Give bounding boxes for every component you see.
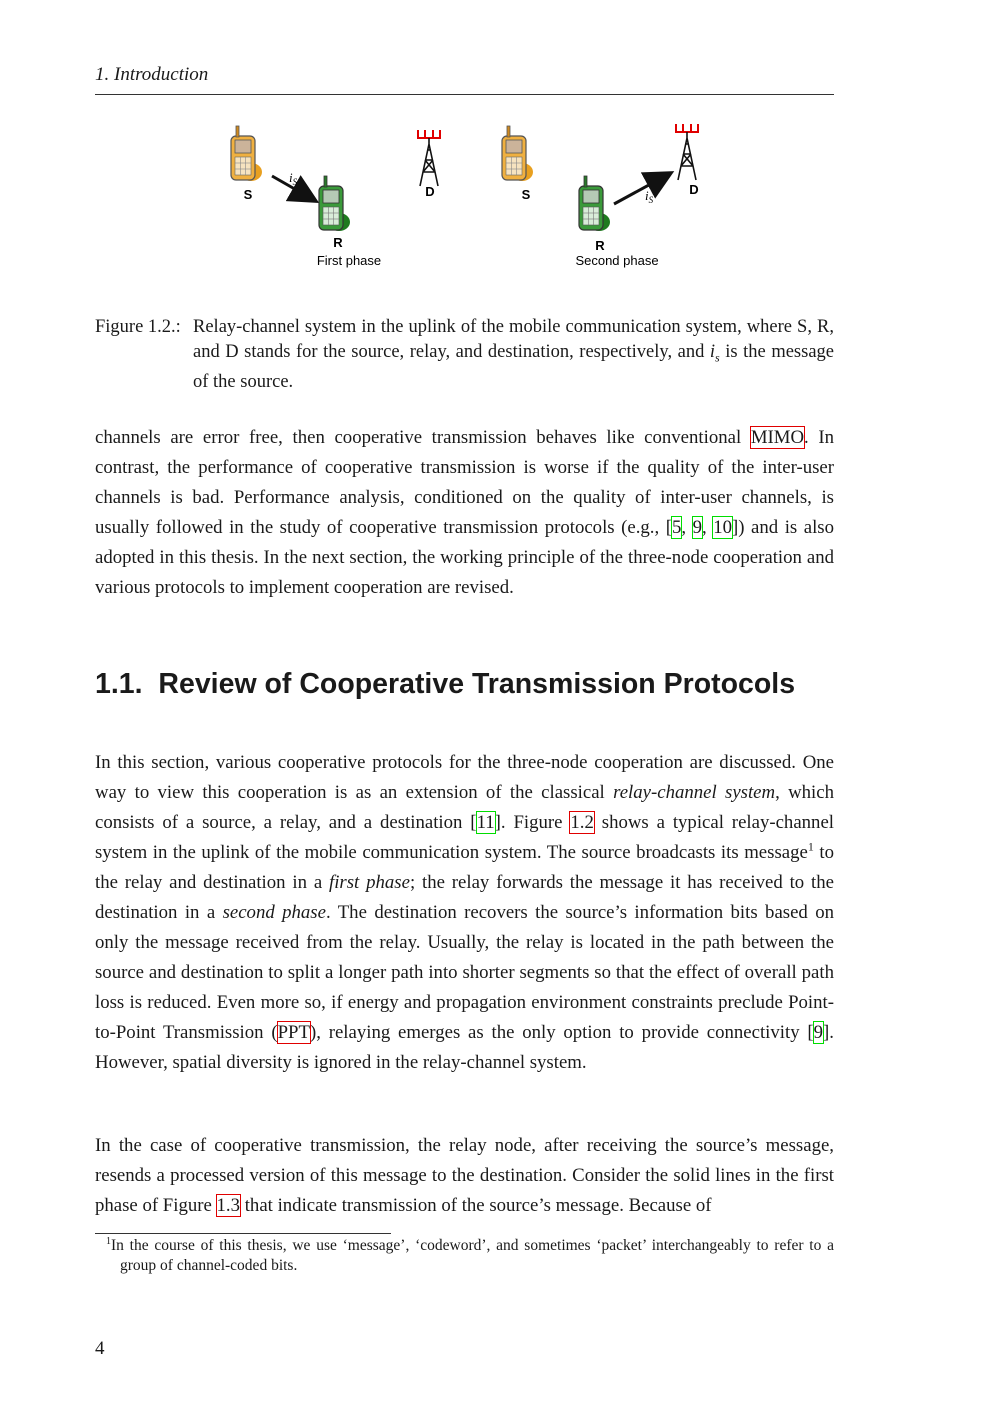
footnote-text: In the course of this thesis, we use ‘message’, ‘codeword’, and sometimes ‘packet’ interchangeably to refer to a group of channel-coded bits.: [111, 1237, 834, 1274]
footnote-marker[interactable]: 1: [807, 839, 814, 854]
citation-link[interactable]: 10: [713, 517, 733, 538]
paragraph-intro-continuation: channels are error free, then cooperative transmission behaves like conventional MIMO. In contrast, the performance of cooperative transmission is worse if the quality of the inter-user channels is bad. Performance analysis, conditioned on the quality of inter-user channels, is usually followed in the study of cooperative transmission protocols (e.g., [5, 9, 10]) and is also adopted in this thesis. In the next section, the working principle of the three-node cooperation and various protocols to implement cooperation are revised.: [95, 427, 835, 598]
section-title: Review of Cooperative Transmission Protocols: [158, 668, 796, 700]
source-phone-icon: [502, 126, 533, 181]
destination-tower-icon: [418, 130, 440, 186]
acronym-link-ppt[interactable]: PPT: [277, 1022, 310, 1043]
page-number: 4: [95, 1338, 105, 1359]
figure-link[interactable]: 1.3: [216, 1195, 241, 1216]
relay-label: R: [333, 235, 343, 250]
destination-tower-icon: [676, 124, 698, 180]
source-label: S: [521, 187, 531, 202]
section-number: 1.1.: [95, 668, 143, 700]
paragraph-relay-channel: In this section, various cooperative protocols for the three-node cooperation are discussed. One way to view this cooperation is as an extension of the classical relay-channel system, which consists of a source, a relay, and a destination [11]. Figure 1.2 shows a typical relay-channel system in the uplink of the mobile communication system. The source broadcasts its message$^1$ to the relay and destination in a first phase; the relay forwards the message it has received to the destination in a second phase. The destination recovers the source’s information bits based on only the message received from the relay. Usually, the relay is located in the path between the source and destination to split a longer path into shorter segments so that the effect of overall path loss is reduced. Even more so, if energy and propagation environment constraints preclude Point-to-Point Transmission (PPT), relaying emerges as the only option to provide connectivity [9]. However, spatial diversity is ignored in the relay-channel system.: [95, 752, 835, 1073]
running-header: [95, 64, 834, 95]
relay-to-destination-arrow: [614, 174, 669, 204]
footnote-rule: [95, 1233, 391, 1234]
relay-phone-icon: [319, 176, 350, 231]
phase-two-label: Second phase: [575, 253, 659, 268]
citation-link[interactable]: 11: [476, 812, 495, 833]
message-label: $i_S$: [289, 170, 298, 187]
paragraph-cooperative-transmission: In the case of cooperative transmission, the relay node, after receiving the source’s message, resends a processed version of this message to the destination. Consider the solid lines in the first phase of Figure 1.3 that indicate transmission of the source’s message. Because of: [95, 1135, 834, 1216]
citation-link[interactable]: 9: [813, 1022, 824, 1043]
citation-link[interactable]: 5: [671, 517, 682, 538]
phase-one-label: First phase: [316, 253, 382, 268]
section-heading: [95, 668, 834, 701]
source-label: S: [243, 187, 253, 202]
relay-label: R: [595, 238, 605, 253]
destination-label: D: [425, 184, 435, 199]
relay-channel-figure: [95, 112, 834, 282]
citation-link[interactable]: 9: [692, 517, 702, 538]
figure-link[interactable]: 1.2: [570, 812, 594, 833]
caption-label: Figure 1.2.:: [95, 317, 181, 337]
relay-channel-diagram: [95, 112, 834, 282]
message-label: $i_S$: [645, 188, 654, 205]
footnote: [95, 1236, 834, 1276]
relay-phone-icon: [579, 176, 610, 231]
caption-text: Relay-channel system in the uplink of the mobile communication system, where S, R, and D stands for the source, relay, and destination, respectively, and $i_s$ is the message of the source.: [193, 317, 834, 392]
source-phone-icon: [231, 126, 262, 181]
destination-label: D: [689, 182, 699, 197]
acronym-link-mimo[interactable]: MIMO: [750, 427, 805, 448]
running-title: 1. Introduction: [95, 64, 209, 85]
caption-math: $i_s$: [709, 341, 720, 365]
figure-caption: [95, 315, 834, 394]
footnote-number: 1: [106, 1235, 111, 1247]
